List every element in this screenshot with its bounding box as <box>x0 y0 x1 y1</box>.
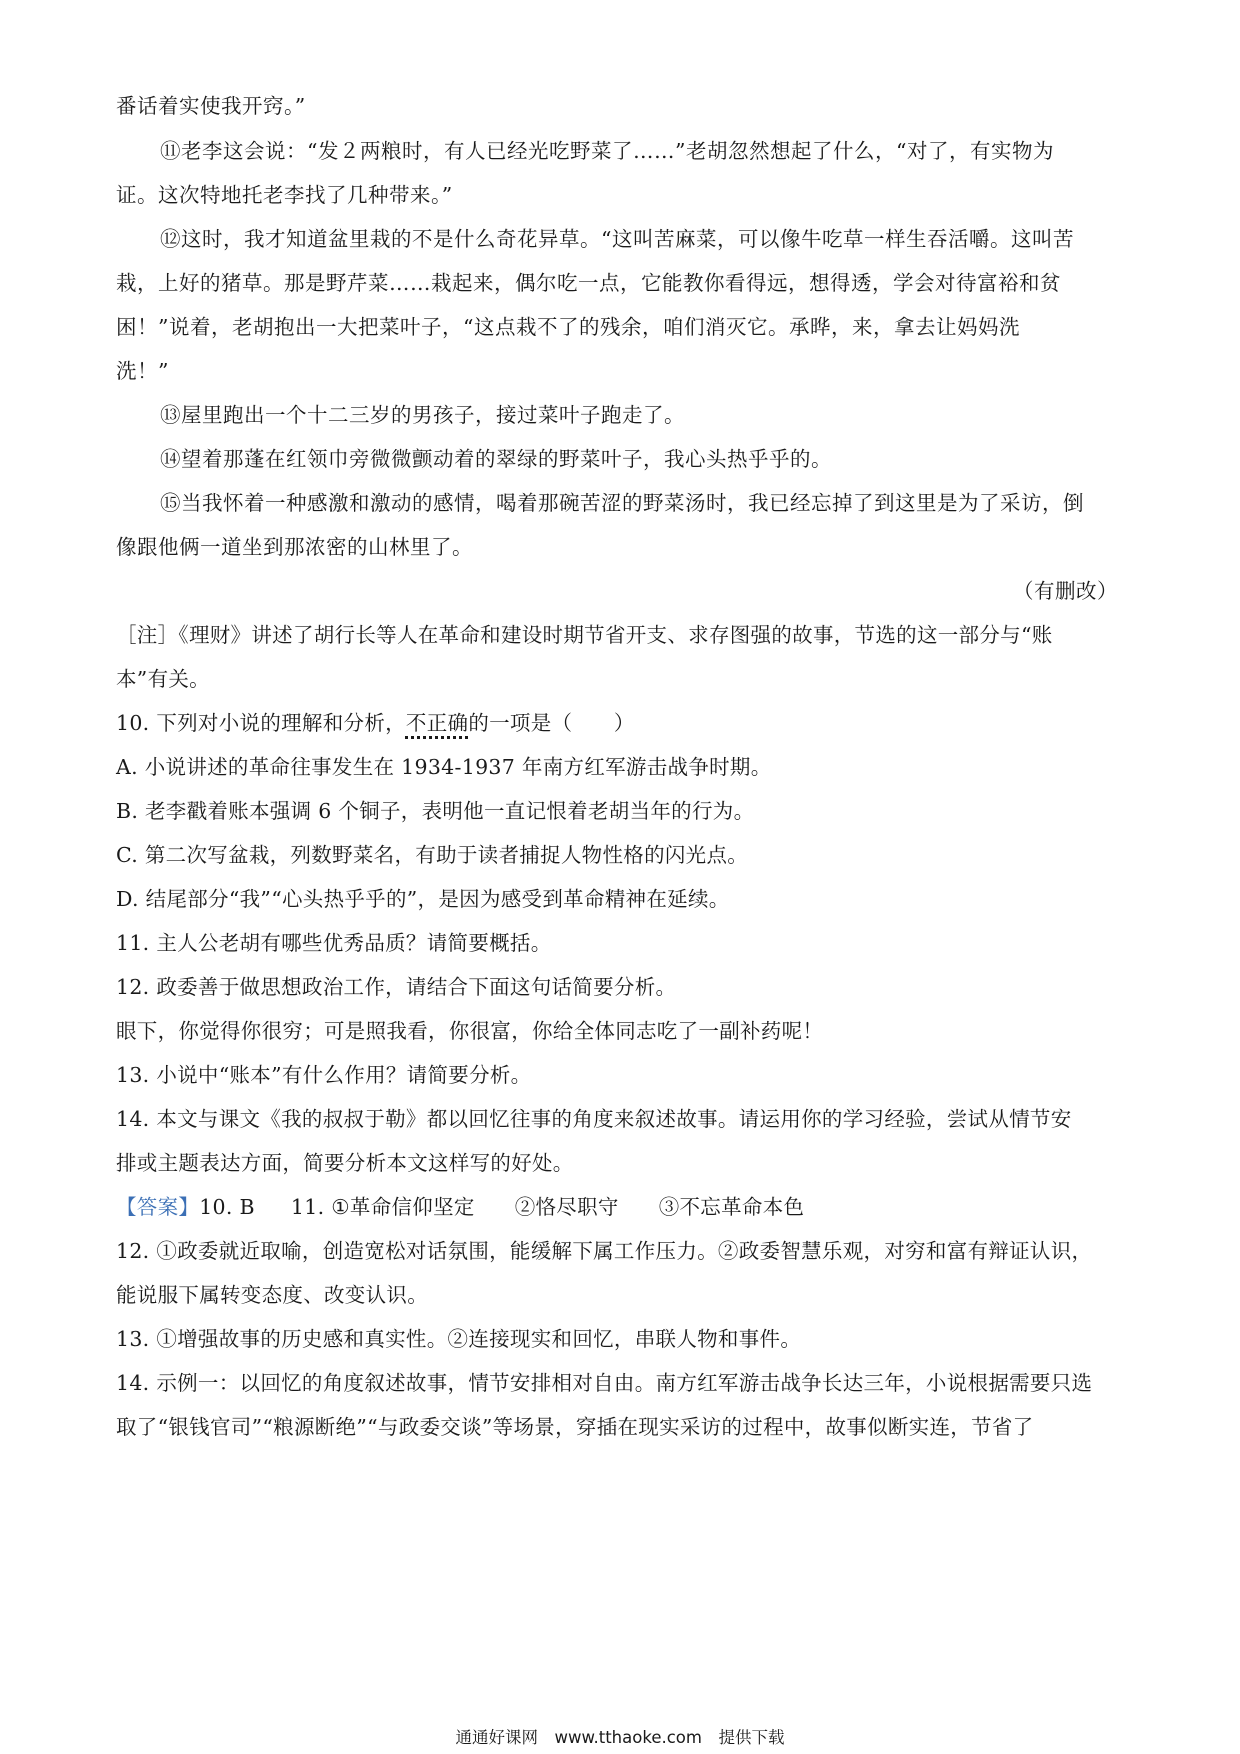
story-paragraph-14: ⑭望着那蓬在红领巾旁微微颤动着的翠绿的野菜叶子，我心头热乎乎的。 <box>160 447 832 471</box>
story-line: 栽，上好的猪草。那是野芹菜……栽起来，偶尔吃一点，它能教你看得远，想得透，学会对待富裕和贫 <box>116 271 1061 295</box>
story-line: 困！”说着，老胡抱出一大把菜叶子，“这点栽不了的残余，咱们消灭它。承晔，来，拿去让妈妈洗 <box>116 315 1020 339</box>
question-14: 排或主题表达方面，简要分析本文这样写的好处。 <box>116 1151 574 1175</box>
answer-14: 取了“银钱官司”“粮源断绝”“与政委交谈”等场景，穿插在现实采访的过程中，故事似断实连，节省了 <box>116 1415 1034 1439</box>
option-c: C. 第二次写盆栽，列数野菜名，有助于读者捕捉人物性格的闪光点。 <box>116 843 749 867</box>
answer-11-point: ②恪尽职守 <box>514 1195 619 1219</box>
answer-11-point: ①革命信仰坚定 <box>331 1195 475 1219</box>
question-10-text: 的一项是（ ） <box>468 711 635 735</box>
source-note: （有删改） <box>1013 579 1118 603</box>
question-12: 12. 政委善于做思想政治工作，请结合下面这句话简要分析。 <box>116 975 677 999</box>
answer-14: 14. 示例一：以回忆的角度叙述故事，情节安排相对自由。南方红军游击战争长达三年，小说根据需要只选 <box>116 1371 1093 1395</box>
option-a: A. 小说讲述的革命往事发生在 1934-1937 年南方红军游击战争时期。 <box>116 755 772 779</box>
story-paragraph-13: ⑬屋里跑出一个十二三岁的男孩子，接过菜叶子跑走了。 <box>160 403 685 427</box>
document-page <box>116 0 1128 1754</box>
question-11: 11. 主人公老胡有哪些优秀品质？请简要概括。 <box>116 931 552 955</box>
story-paragraph-11: ⑪老李这会说：“发２两粮时，有人已经光吃野菜了……”老胡忽然想起了什么，“对了，有实物为 <box>160 139 1054 163</box>
story-line: 像跟他俩一道坐到那浓密的山林里了。 <box>116 535 473 559</box>
answer-12: 12. ①政委就近取喻，创造宽松对话氛围，能缓解下属工作压力。②政委智慧乐观，对穷和富有辩证认识， <box>116 1239 1093 1263</box>
question-10-text: 10. 下列对小说的理解和分析， <box>116 711 406 735</box>
answer-12: 能说服下属转变态度、改变认识。 <box>116 1283 428 1307</box>
answer-10: 10. B <box>199 1195 255 1219</box>
question-13: 13. 小说中“账本”有什么作用？请简要分析。 <box>116 1063 532 1087</box>
story-line: 番话着实使我开窍。” <box>116 94 306 118</box>
emphasis-text: 不正确 <box>405 711 469 735</box>
annotation-note: 本”有关。 <box>116 667 210 691</box>
option-d: D. 结尾部分“我”“心头热乎乎的”，是因为感受到革命精神在延续。 <box>116 887 730 911</box>
annotation-note: ［注］《理财》讲述了胡行长等人在革命和建设时期节省开支、求存图强的故事，节选的这一部分与“账 <box>116 623 1053 647</box>
answer-11-point: ③不忘革命本色 <box>658 1195 805 1219</box>
story-paragraph-15: ⑮当我怀着一种感激和激动的感情，喝着那碗苦涩的野菜汤时，我已经忘掉了到这里是为了采访，倒 <box>160 491 1084 515</box>
story-line: 洗！” <box>116 359 169 383</box>
story-line: 证。这次特地托老李找了几种带来。” <box>116 183 453 207</box>
story-paragraph-12: ⑫这时，我才知道盆里栽的不是什么奇花异草。“这叫苦麻菜，可以像牛吃草一样生吞活嚼。这叫苦 <box>160 227 1074 251</box>
question-10 <box>116 709 635 737</box>
answer-tag: 【答案】 <box>116 1195 200 1219</box>
question-14: 14. 本文与课文《我的叔叔于勒》都以回忆往事的角度来叙述故事。请运用你的学习经验，尝试从情节安 <box>116 1107 1072 1131</box>
answer-line <box>116 1193 804 1221</box>
page-footer: 通通好课网 www.tthaoke.com 提供下载 <box>455 1728 785 1747</box>
option-b: B. 老李戳着账本强调 6 个铜子，表明他一直记恨着老胡当年的行为。 <box>116 799 755 823</box>
answer-13: 13. ①增强故事的历史感和真实性。②连接现实和回忆，串联人物和事件。 <box>116 1327 802 1351</box>
question-12-quote: 眼下，你觉得你很穷；可是照我看，你很富，你给全体同志吃了一副补药呢！ <box>116 1019 824 1043</box>
answer-11-label: 11. <box>290 1195 332 1219</box>
